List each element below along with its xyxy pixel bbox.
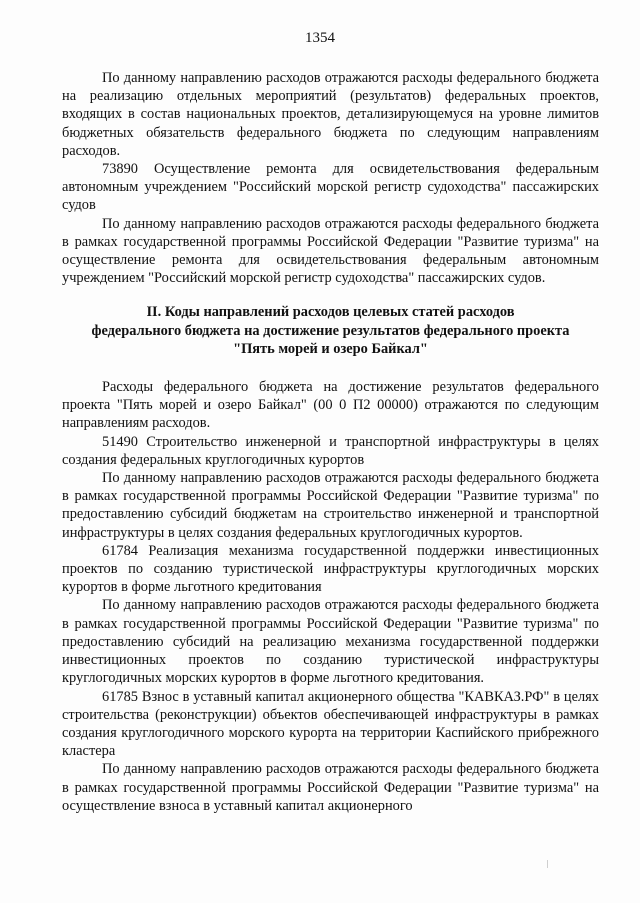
page-number: 1354: [305, 30, 335, 46]
expense-code-item: 61784 Реализация механизма государственной поддержки инвестиционных проектов по созданию туристической инфраструктуры круглогодичных морских курортов в форме льготного кредитования: [62, 542, 599, 596]
expense-code-item: 51490 Строительство инженерной и транспортной инфраструктуры в целях создания федеральных круглогодичных курортов: [62, 433, 599, 468]
section-heading-line: федерального бюджета на достижение результатов федерального проекта: [91, 322, 570, 339]
section-heading-line: II. Коды направлений расходов целевых статей расходов: [146, 304, 515, 321]
scan-mark: [547, 860, 548, 868]
paragraph: По данному направлению расходов отражаются расходы федерального бюджета в рамках государственной программы Российской Федерации "Развитие туризма" на осуществление ремонта для освидетельствования федеральным автономным учреждением "Российский морской регистр судоходства" пассажирских судов.: [62, 215, 599, 287]
document-body: [62, 69, 599, 815]
paragraph: По данному направлению расходов отражаются расходы федерального бюджета в рамках государственной программы Российской Федерации "Развитие туризма" по предоставлению субсидий на реализацию механизма государственной поддержки инвестиционных проектов по созданию туристической инфраструктуры круглогодичных морских курортов в форме льготного кредитования.: [62, 597, 599, 687]
paragraph: По данному направлению расходов отражаются расходы федерального бюджета на реализацию отдельных мероприятий (результатов) федеральных проектов, входящих в состав национальных проектов, детализирующемуся на уровне лимитов бюджетных обязательств федерального бюджета по следующим направлениям расходов.: [62, 70, 599, 159]
paragraph: Расходы федерального бюджета на достижение результатов федерального проекта "Пять морей и озеро Байкал" (00 0 П2 00000) отражаются по следующим направлениям расходов.: [62, 379, 599, 432]
section-heading: [62, 303, 599, 358]
expense-code-item: 73890 Осуществление ремонта для освидетельствования федеральным автономным учреждением "Российский морской регистр судоходства" пассажирских судов: [62, 161, 599, 214]
section-heading-line: "Пять морей и озеро Байкал": [233, 340, 428, 357]
paragraph: По данному направлению расходов отражаются расходы федерального бюджета в рамках государственной программы Российской Федерации "Развитие туризма" на осуществление взноса в уставный капитал акционерного: [62, 761, 599, 814]
expense-code-item: 61785 Взнос в уставный капитал акционерного общества "КАВКАЗ.РФ" в целях строительства (реконструкции) объектов обеспечивающей инфраструктуры в рамках создания круглогодичного морского курорта на территории Каспийского прибрежного кластера: [62, 688, 599, 760]
paragraph: По данному направлению расходов отражаются расходы федерального бюджета в рамках государственной программы Российской Федерации "Развитие туризма" по предоставлению субсидий бюджетам на строительство инженерной и транспортной инфраструктуры в целях создания федеральных круглогодичных курортов.: [62, 470, 599, 541]
